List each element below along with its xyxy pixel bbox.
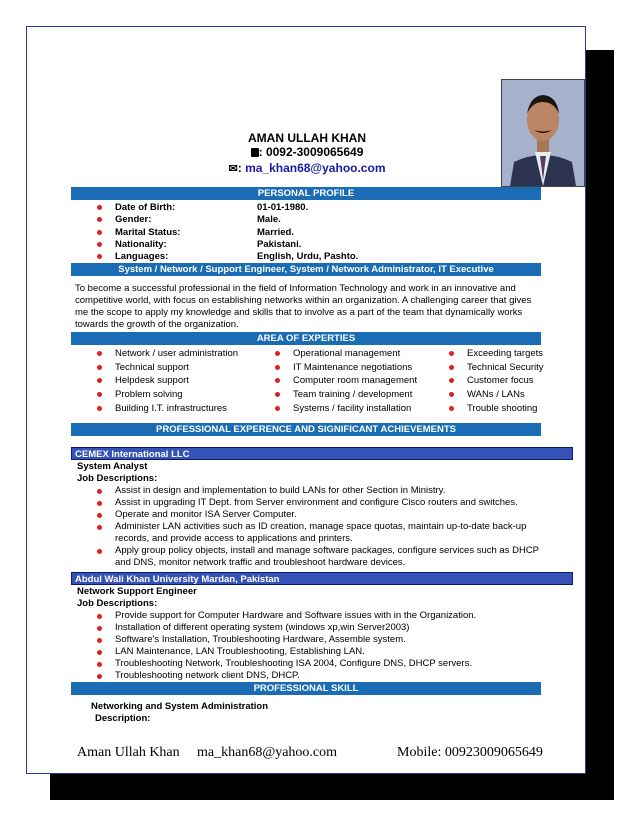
job-description-item: Assist in design and implementation to build LANs for other Section in Ministry.: [115, 485, 446, 496]
objective-line: me the scope to apply my knowledge and skills that to involve as a part of the team that dynamically works: [75, 307, 523, 318]
bullet-icon: [449, 392, 454, 397]
profile-value: Male.: [257, 214, 281, 226]
profile-label: Gender:: [115, 214, 152, 226]
bullet-icon: [449, 351, 454, 356]
bullet-icon: [97, 230, 102, 235]
experience-header: PROFESSIONAL EXPERENCE AND SIGNIFICANT ACHIEVEMENTS: [71, 423, 541, 436]
expertise-item: Technical Security: [467, 362, 544, 373]
profile-value: Married.: [257, 226, 294, 238]
expertise-item: Operational management: [293, 348, 401, 359]
bullet-icon: [97, 501, 102, 506]
job-title-system-analyst: System Analyst: [77, 461, 148, 472]
skill-title: Networking and System Administration: [91, 701, 269, 712]
bullet-icon: [97, 489, 102, 494]
resume-page: [26, 26, 586, 774]
job-description-item: Apply group policy objects, install and manage software packages, configure services such as DHCP: [115, 545, 540, 556]
email-link[interactable]: ma_khan68@yahoo.com: [245, 161, 386, 175]
job-description-item: Provide support for Computer Hardware and Software issues with in the Organization.: [115, 610, 477, 621]
bullet-icon: [449, 378, 454, 383]
footer-mobile: Mobile: 00923009065649: [397, 745, 543, 760]
objective-text: [75, 283, 540, 331]
bullet-icon: [97, 614, 102, 619]
profile-value: 01-01-1980.: [257, 202, 309, 213]
expertise-item: IT Maintenance negotiations: [293, 362, 413, 373]
job-description-item: Installation of different operating system (windows xp,win Server2003): [115, 622, 410, 633]
footer-email: ma_khan68@yahoo.com: [197, 745, 338, 760]
objective-line: To become a successful professional in the field of Information Technology and work in an innovative and: [75, 283, 516, 294]
company-bar-cemex: CEMEX International LLC: [71, 447, 573, 460]
profile-value: English, Urdu, Pashto.: [257, 251, 359, 263]
skill-description-label: Description:: [95, 713, 151, 724]
objective-line: competitive world, with focus on establishing networks within an organization. A challenging career that gives: [75, 295, 532, 306]
bullet-icon: [97, 365, 102, 370]
bullet-icon: [97, 513, 102, 518]
job-desc-label: Job Descriptions:: [77, 473, 158, 484]
job-description-item: and DNS, monitor network traffic and troubleshoot hardware devices.: [115, 557, 406, 568]
job-title-network-support: Network Support Engineer: [77, 586, 197, 597]
skills-header: PROFESSIONAL SKILL: [71, 682, 541, 695]
expertise-item: Problem solving: [115, 389, 183, 400]
job-description-item: Administer LAN activities such as ID creation, manage space quotas, maintain up-to-date back-up: [115, 521, 527, 532]
bullet-icon: [97, 662, 102, 667]
bullet-icon: [97, 525, 102, 530]
profile-label: Nationality:: [115, 238, 167, 250]
envelope-icon: ✉: [228, 163, 238, 175]
job-description-item: LAN Maintenance, LAN Troubleshooting, Establishing LAN.: [115, 646, 365, 657]
expertise-item: Network / user administration: [115, 348, 239, 359]
company-bar-awkum: Abdul Wali Khan University Mardan, Pakistan: [71, 572, 573, 585]
bullet-icon: [97, 626, 102, 631]
bullet-icon: [97, 638, 102, 643]
profile-label: Marital Status:: [115, 226, 181, 238]
candidate-name: AMAN ULLAH KHAN: [248, 131, 366, 145]
bullet-icon: [97, 254, 102, 259]
profile-label: Date of Birth:: [115, 202, 176, 213]
bullet-icon: [97, 406, 102, 411]
expertise-item: Technical support: [115, 362, 189, 373]
bullet-icon: [275, 378, 280, 383]
expertise-item: Helpdesk support: [115, 375, 189, 386]
phone-number: : 0092-3009065649: [258, 145, 364, 159]
bullet-icon: [97, 549, 102, 554]
profile-value: Pakistani.: [257, 238, 302, 250]
objective-line: towards the growth of the organization.: [75, 319, 239, 330]
bullet-icon: [275, 392, 280, 397]
bullet-icon: [275, 406, 280, 411]
expertise-item: Team training / development: [293, 389, 413, 400]
expertise-item: Systems / facility installation: [293, 403, 412, 414]
bullet-icon: [97, 378, 102, 383]
job-description-item: Software’s Installation, Troubleshooting Hardware, Assemble system.: [115, 634, 406, 645]
footer-name: Aman Ullah Khan: [77, 745, 180, 760]
expertise-item: Trouble shooting: [467, 403, 538, 414]
email-prefix: :: [237, 161, 246, 175]
bullet-icon: [275, 365, 280, 370]
bullet-icon: [97, 217, 102, 222]
profile-label: Languages:: [115, 251, 169, 263]
job-description-item: Troubleshooting network client DNS, DHCP.: [115, 670, 300, 681]
expertise-item: Computer room management: [293, 375, 418, 386]
personal-profile-header: PERSONAL PROFILE: [71, 187, 541, 200]
job-description-item: Operate and monitor ISA Server Computer.: [115, 509, 297, 520]
bullet-icon: [275, 351, 280, 356]
bullet-icon: [449, 406, 454, 411]
expertise-item: Building I.T. infrastructures: [115, 403, 227, 414]
email-line: [27, 161, 587, 175]
job-desc-label: Job Descriptions:: [77, 598, 158, 609]
expertise-item: Exceeding targets: [467, 348, 544, 359]
bullet-icon: [97, 205, 102, 210]
phone-line: [27, 145, 587, 159]
bullet-icon: [97, 674, 102, 679]
bullet-icon: [449, 365, 454, 370]
job-description-item: Assist in upgrading IT Dept. from Server environment and configure Cisco routers and switches.: [115, 497, 518, 508]
bullet-icon: [97, 242, 102, 247]
job-description-item: records, and provide access to applications and printers.: [115, 533, 353, 544]
expertise-item: WANs / LANs: [467, 389, 525, 400]
job-description-item: Troubleshooting Network, Troubleshooting ISA 2004, Configure DNS, DHCP servers.: [115, 658, 472, 669]
bullet-icon: [97, 351, 102, 356]
expertise-header: AREA OF EXPERTIES: [71, 332, 541, 345]
objective-header: System / Network / Support Engineer, System / Network Administrator, IT Executive: [71, 263, 541, 276]
bullet-icon: [97, 392, 102, 397]
expertise-item: Customer focus: [467, 375, 534, 386]
phone-icon: [251, 148, 259, 157]
bullet-icon: [97, 650, 102, 655]
